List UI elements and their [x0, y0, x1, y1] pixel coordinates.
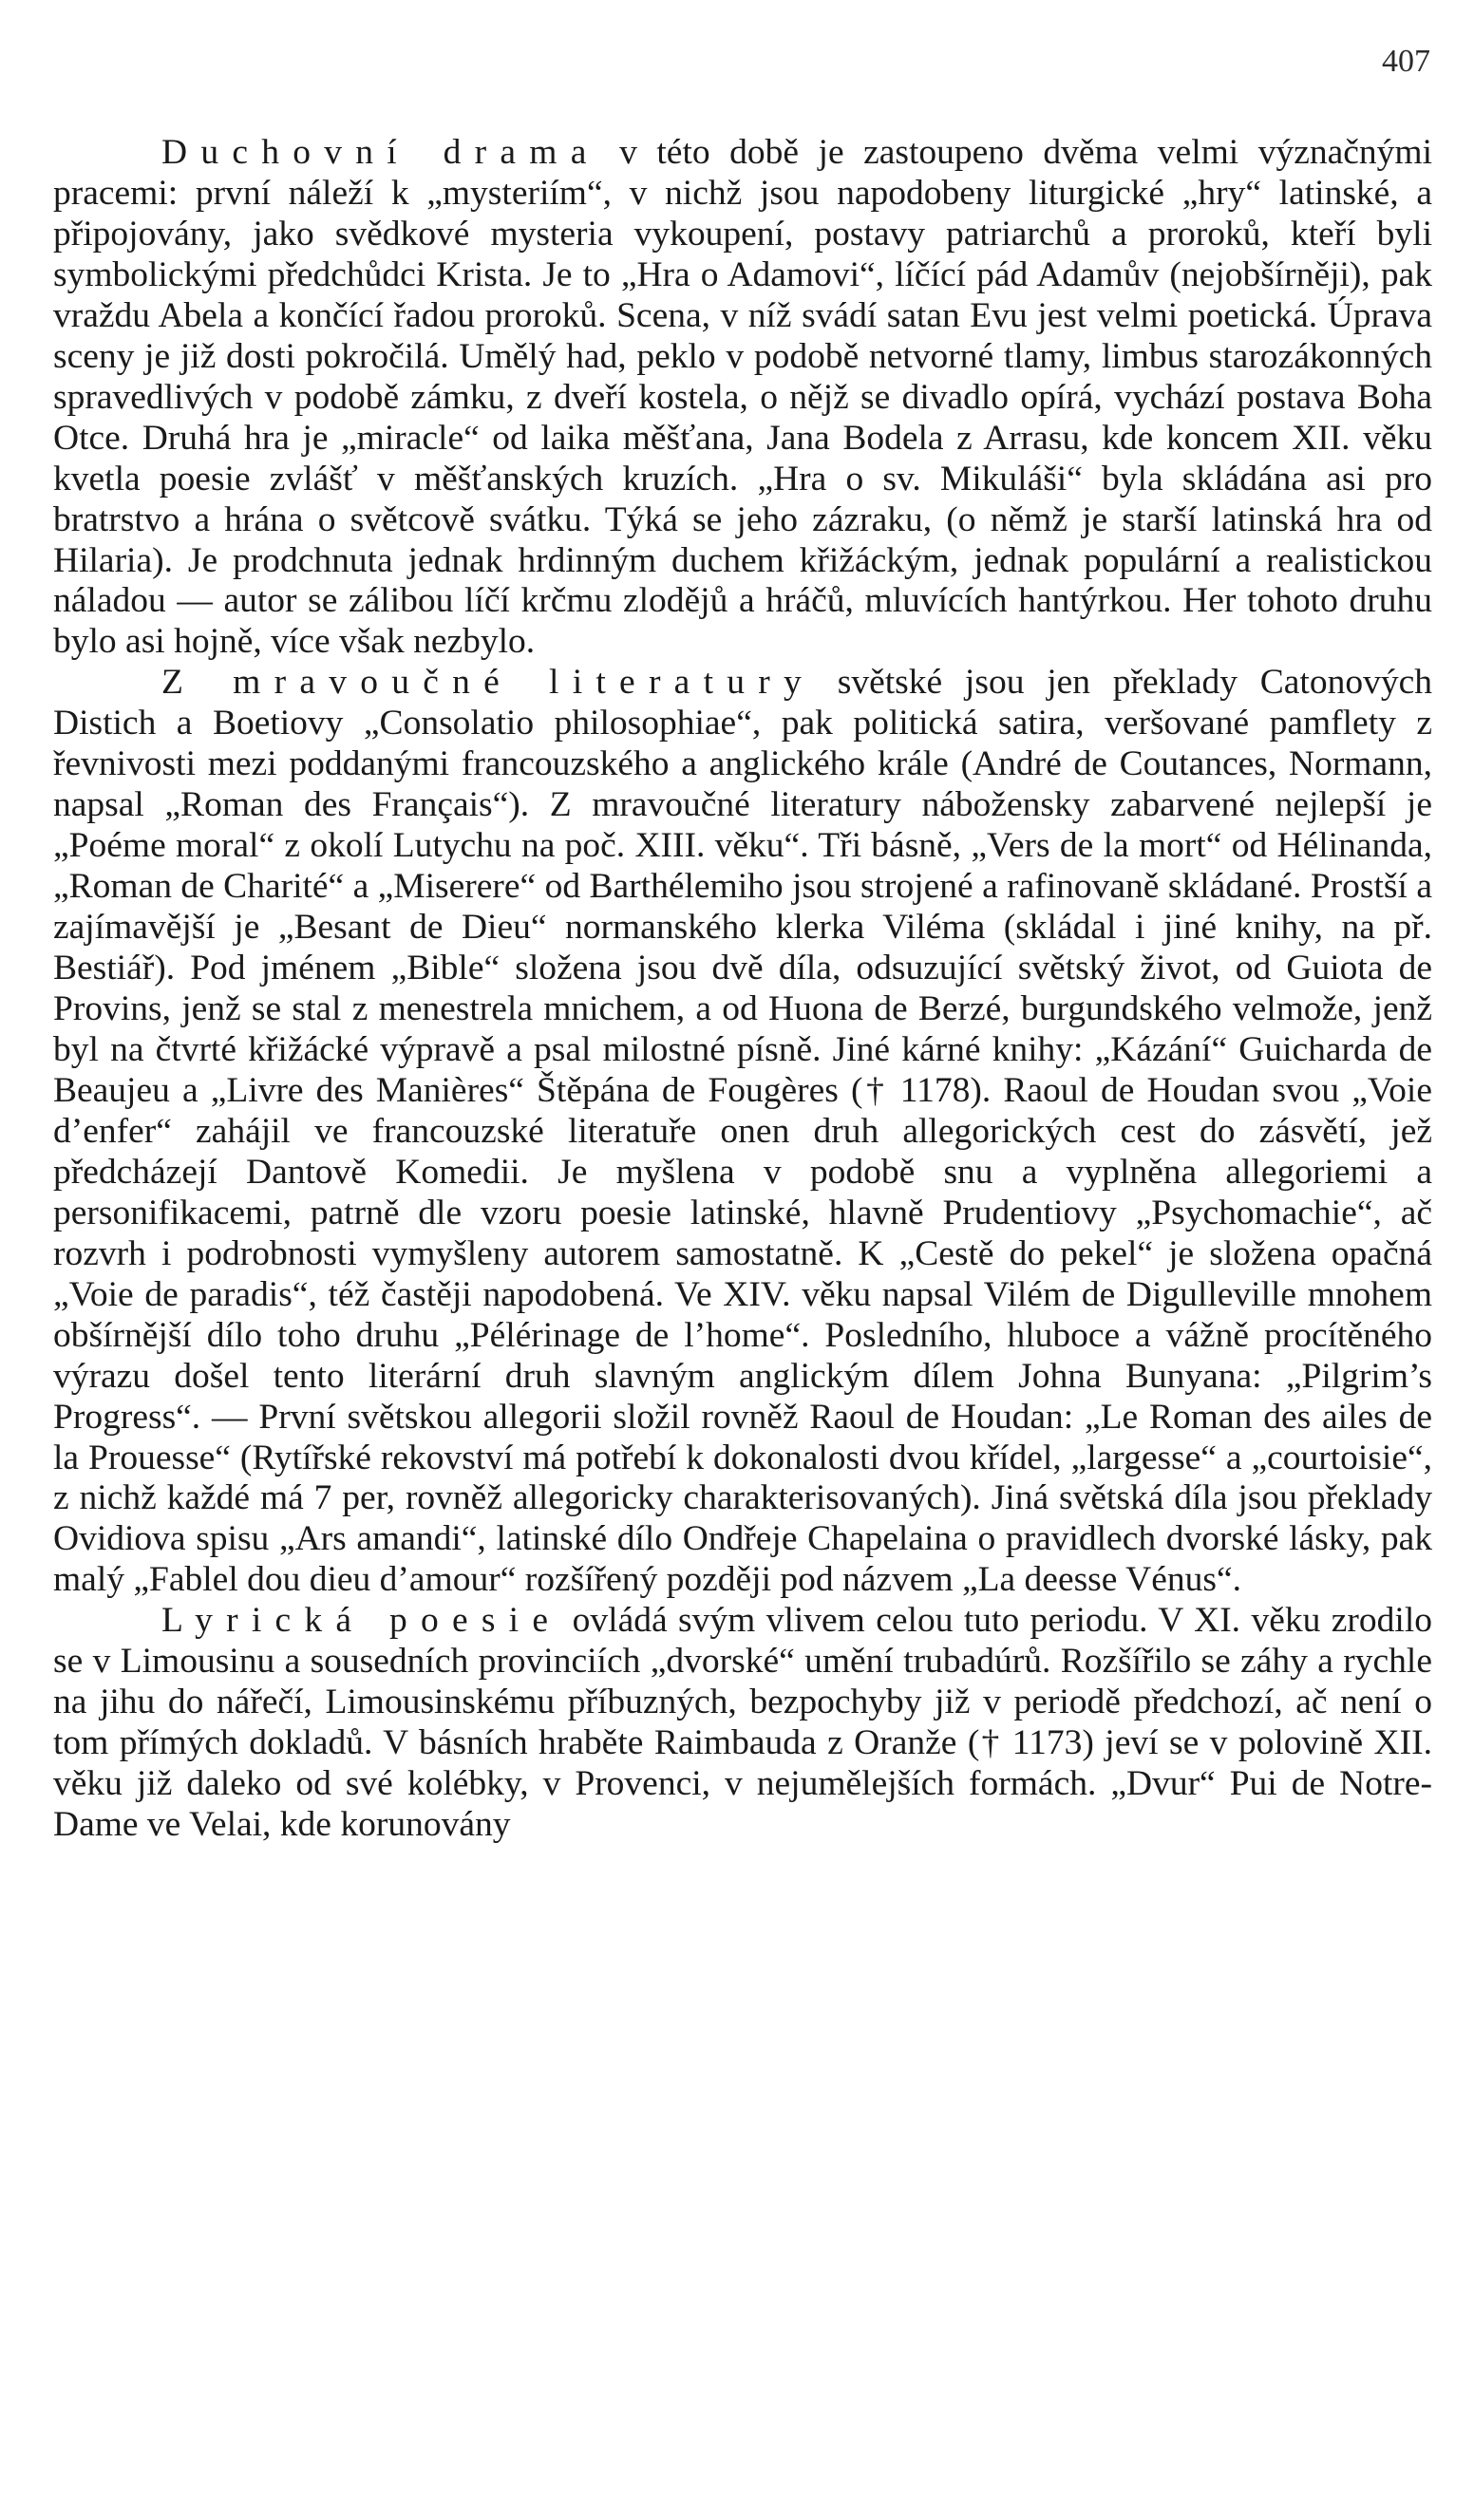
- paragraph-spiritual-drama: [53, 133, 1432, 663]
- section-lead-lyric-poetry: Lyrická poesie: [161, 1601, 562, 1641]
- paragraph-text: světské jsou jen překlady Catonových Distich a Boetiovy „Consolatio philosophiae“, pak politická satira, veršované pamflety z řevnivosti mezi poddanými francouzského a anglického krále (André de Coutances, Normann, napsal „Roman des Français“). Z mravoučné literatury nábožensky zabarvené nejlepší je „Poéme moral“ z okolí Lutychu na poč. XIII. věku“. Tři básně, „Vers de la mort“ od Hélinanda, „Roman de Charité“ a „Miserere“ od Barthélemiho jsou strojené a rafinovaně skládané. Prostší a zajímavější je „Besant de Dieu“ normanského klerka Viléma (skládal i jiné knihy, na př. Bestiář). Pod jménem „Bible“ složena jsou dvě díla, odsuzující světský život, od Guiota de Provins, jenž se stal z menestrela mnichem, a od Huona de Berzé, burgundského velmože, jenž byl na čtvrté křižácké výpravě a psal milostné písně. Jiné kárné knihy: „Kázání“ Guicharda de Beaujeu a „Livre des Manières“ Štěpána de Fougères († 1178). Raoul de Houdan svou „Voie d’enfer“ zahájil ve francouzské literatuře onen druh allegorických cest do zásvětí, jež předcházejí Dantově Komedii. Je myšlena v podobě snu a vyplněna allegoriemi a personifikacemi, patrně dle vzoru poesie latinské, hlavně Prudentiovy „Psychomachie“, ač rozvrh i podrobnosti vymyšleny autorem samostatně. K „Cestě do pekel“ je složena opačná „Voie de paradis“, též častěji napodobená. Ve XIV. věku napsal Vilém de Digulleville mnohem obšírnější dílo toho druhu „Pélérinage de l’home“. Posledního, hluboce a vážně procítěného výrazu došel tento literární druh slavným anglickým dílem Johna Bunyana: „Pilgrim’s Progress“. — První světskou allegorii složil rovněž Raoul de Houdan: „Le Roman des ailes de la Prouesse“ (Rytířské rekovství má potřebí k dokonalosti dvou křídel, „largesse“ a „courtoisie“, z nichž každé má 7 per, rovněž allegoricky charakterisovaných). Jiná světská díla jsou překlady Ovidiova spisu „Ars amandi“, latinské dílo Ondřeje Chapelaina o pravidlech dvorské lásky, pak malý „Fablel dou dieu d’amour“ rozšířený později pod názvem „La deesse Vénus“.: [53, 663, 1432, 1600]
- section-lead-spiritual-drama: Duchovní drama: [161, 133, 600, 172]
- paragraph-text: v této době je zastoupeno dvěma velmi význačnými pracemi: první náleží k „mysteriím“, v nichž jsou napodobeny liturgické „hry“ latinské, a připojovány, jako svědkové mysteria vykoupení, postavy patriarchů a proroků, kteří byli symbolickými předchůdci Krista. Je to „Hra o Adamovi“, líčící pád Adamův (nejobšírněji), pak vraždu Abela a končící řadou proroků. Scena, v níž svádí satan Evu jest velmi poetická. Úprava sceny je již dosti pokročilá. Umělý had, peklo v podobě netvorné tlamy, limbus starozákonných spravedlivých v podobě zámku, z dveří kostela, o nějž se divadlo opírá, vychází postava Boha Otce. Druhá hra je „miracle“ od laika měšťana, Jana Bodela z Arrasu, kde koncem XII. věku kvetla poesie zvlášť v měšťanských kruzích. „Hra o sv. Mikuláši“ byla skládána asi pro bratrstvo a hrána o světcově svátku. Týká se jeho zázraku, (o němž je starší latinská hra od Hilaria). Je prodchnuta jednak hrdinným duchem křižáckým, jednak populární a realistickou náladou — autor se zálibou líčí krčmu zlodějů a hráčů, mluvících hantýrkou. Her tohoto druhu bylo asi hojně, více však nezbylo.: [53, 133, 1432, 662]
- paragraph-lyric-poetry: [53, 1601, 1432, 1846]
- page-number: 407: [1382, 44, 1430, 79]
- body-text: [53, 133, 1432, 1846]
- section-lead-moral-literature: Z mravoučné literatury: [161, 663, 815, 703]
- paragraph-text: ovládá svým vlivem celou tuto periodu. V XI. věku zrodilo se v Limousinu a sousedních provinciích „dvorské“ umění trubadúrů. Rozšířilo se záhy a rychle na jihu do nářečí, Limousinskému příbuzných, bezpochyby již v periodě předchozí, ač není o tom přímých dokladů. V básních hraběte Raimbauda z Oranže († 1173) jeví se v polovině XII. věku již daleko od své kolébky, v Provenci, v nejumělejších formách. „Dvur“ Pui de Notre-Dame ve Velai, kde korunovány: [53, 1601, 1432, 1845]
- paragraph-moral-literature: [53, 663, 1432, 1601]
